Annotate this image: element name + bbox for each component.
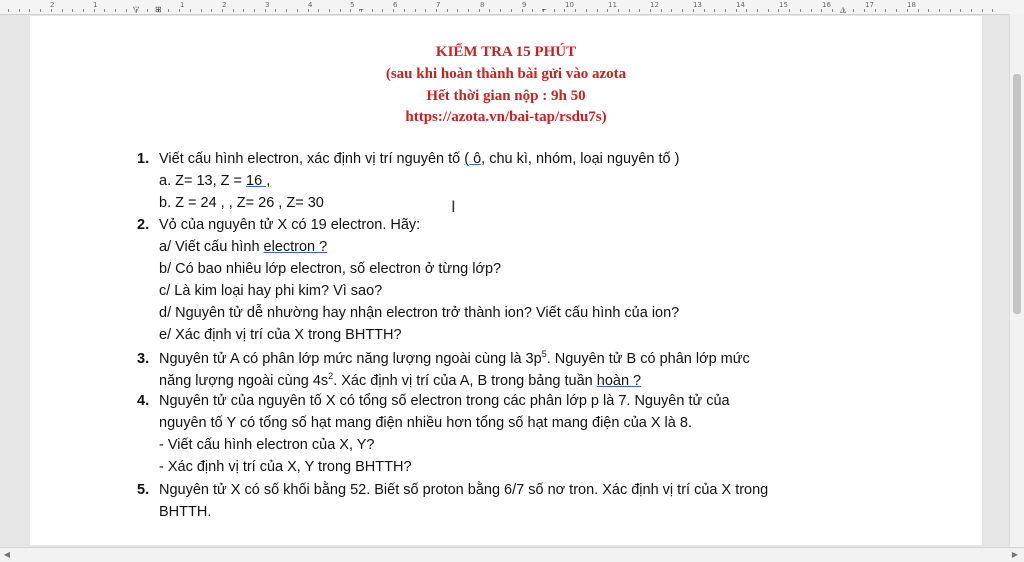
ruler-tick <box>222 9 223 12</box>
ruler-tick <box>789 9 790 12</box>
spellcheck-underline: hoàn ? <box>596 372 642 389</box>
ruler-tick <box>500 9 501 12</box>
ruler-tick <box>671 9 672 12</box>
ruler-tick <box>393 9 394 12</box>
question-2b: b/ Có bao nhiêu lớp electron, số electron ở từng lớp? <box>159 261 502 277</box>
ruler-tick <box>340 9 341 12</box>
ruler-number: 1 <box>180 1 185 9</box>
question-3-line-2 <box>159 371 641 389</box>
question-2 <box>137 217 420 233</box>
ruler-tick <box>243 9 244 12</box>
right-indent-icon[interactable]: △ <box>840 5 847 14</box>
ruler-tick <box>404 9 405 12</box>
ruler-number: 12 <box>650 1 659 9</box>
ruler-tick <box>960 9 961 12</box>
ruler-tick <box>415 9 416 12</box>
ruler-tick <box>275 9 276 12</box>
question-5-line-2: BHTTH. <box>159 504 212 520</box>
question-2a <box>159 239 327 255</box>
ruler-tick <box>800 9 801 12</box>
exam-deadline: Hết thời gian nộp : 9h 50 <box>426 88 586 104</box>
tab-stop-icon[interactable]: ⊞ <box>155 5 162 14</box>
ruler-tick <box>864 9 865 12</box>
ruler-tick <box>704 9 705 12</box>
ruler-tick <box>586 9 587 12</box>
ruler-tick <box>714 9 715 12</box>
ruler-tick <box>72 9 73 12</box>
exam-link: https://azota.vn/bai-tap/rsdu7s) <box>405 109 607 125</box>
ruler-tick <box>522 9 523 12</box>
ruler-tick <box>19 9 20 12</box>
ruler-tick <box>51 9 52 12</box>
ruler-tick <box>811 9 812 12</box>
ruler-number: 16 <box>822 1 831 9</box>
ruler-tick <box>982 9 983 12</box>
question-2e: e/ Xác định vị trí của X trong BHTTH? <box>159 327 402 343</box>
spellcheck-underline: 16 , <box>246 173 271 189</box>
ruler-number: 14 <box>736 1 745 9</box>
question-number: 4. <box>137 393 150 409</box>
ruler-tick <box>757 9 758 12</box>
ruler-tick <box>950 9 951 12</box>
ruler-tick <box>907 9 908 12</box>
ruler-tick <box>928 9 929 12</box>
ruler-tick <box>297 9 298 12</box>
exam-subtitle: (sau khi hoàn thành bài gửi vào azota <box>385 66 627 82</box>
question-number: 3. <box>137 350 150 367</box>
question-4-line-2: nguyên tố Y có tổng số hạt mang điện nhiều hơn tổng số hạt mang điện của X là 8. <box>159 415 692 431</box>
ruler-tick <box>821 9 822 12</box>
ruler-number: 15 <box>779 1 788 9</box>
ruler-number: 2 <box>50 1 55 9</box>
ruler-tick <box>190 9 191 12</box>
ruler-tick <box>233 9 234 12</box>
question-4-line-4: - Xác định vị trí của X, Y trong BHTTH? <box>159 459 412 475</box>
ruler-tick <box>350 9 351 12</box>
ruler-tick <box>329 9 330 12</box>
ruler-tick <box>661 9 662 12</box>
ruler-tick <box>618 9 619 12</box>
ruler-tick <box>875 9 876 12</box>
ruler-tick <box>308 9 309 12</box>
question-number: 1. <box>137 151 150 167</box>
ruler-number: 13 <box>693 1 702 9</box>
ruler-tick <box>436 9 437 12</box>
superscript: 2 <box>328 371 334 381</box>
ruler-tick <box>104 9 105 12</box>
ruler-tick <box>939 9 940 12</box>
ruler-tick <box>575 9 576 12</box>
question-text: Vỏ của nguyên tử X có 19 electron. Hãy: <box>159 217 421 233</box>
question-5 <box>137 482 768 498</box>
ruler-tick <box>211 9 212 12</box>
ruler-tick <box>168 9 169 12</box>
document-page[interactable] <box>30 16 982 545</box>
scroll-left-icon[interactable]: ◀ <box>3 550 11 559</box>
question-text: , chu kì, nhóm, loại nguyên tố ) <box>481 151 680 167</box>
ruler-tick <box>489 9 490 12</box>
ruler-number: 5 <box>350 1 355 9</box>
ruler-tick <box>746 9 747 12</box>
scrollbar-thumb[interactable] <box>1013 74 1021 314</box>
ruler-tick <box>768 9 769 12</box>
horizontal-scrollbar[interactable] <box>0 547 1024 562</box>
ruler-tick <box>853 9 854 12</box>
question-1b: b. Z = 24 , , Z= 26 , Z= 30 <box>159 195 324 211</box>
question-text: . Nguyên tử B có phân lớp mức <box>546 350 750 367</box>
ruler-tick <box>29 9 30 12</box>
question-2d: d/ Nguyên tử dễ nhường hay nhận electron trở thành ion? Viết cấu hình của ion? <box>159 305 680 321</box>
ruler-tick <box>318 9 319 12</box>
ruler-tick <box>382 9 383 12</box>
ruler-number: 11 <box>608 1 617 9</box>
ruler-tick <box>885 9 886 12</box>
question-2c: c/ Là kim loại hay phi kim? Vì sao? <box>159 283 383 299</box>
ruler-tick <box>736 9 737 12</box>
question-text: năng lượng ngoài cùng 4s <box>159 372 329 389</box>
tab-stop-icon[interactable]: ⌐ <box>359 5 364 14</box>
ruler-tick <box>832 9 833 12</box>
ruler-tick <box>597 9 598 12</box>
ruler-tick <box>992 9 993 12</box>
question-number: 5. <box>137 482 150 498</box>
tab-stop-icon[interactable]: ⌐ <box>542 5 547 14</box>
question-3 <box>137 349 750 367</box>
question-4-line-3: - Viết cấu hình electron của X, Y? <box>159 437 375 453</box>
ruler-tick <box>682 9 683 12</box>
ruler-tick <box>447 9 448 12</box>
ruler-number: 9 <box>522 1 527 9</box>
ruler-tick <box>532 9 533 12</box>
ruler-tick <box>83 9 84 12</box>
ruler-tick <box>425 9 426 12</box>
question-1a <box>159 173 270 189</box>
ruler-tick <box>457 9 458 12</box>
ruler-tick <box>179 9 180 12</box>
question-4 <box>137 393 730 409</box>
ruler-tick <box>201 9 202 12</box>
ruler-tick <box>896 9 897 12</box>
question-text: . Xác định vị trí của A, B trong bảng tuần <box>333 372 597 389</box>
text-cursor-icon: I <box>451 197 456 216</box>
scroll-right-icon[interactable]: ▶ <box>1011 550 1019 559</box>
question-text: Viết cấu hình electron, xác định vị trí nguyên tố <box>159 151 465 167</box>
ruler-number: 7 <box>436 1 441 9</box>
ruler-tick <box>564 9 565 12</box>
ruler-number: 3 <box>265 1 270 9</box>
question-number: 2. <box>137 217 150 233</box>
ruler-tick <box>372 9 373 12</box>
ruler-tick <box>126 9 127 12</box>
ruler-tick <box>650 9 651 12</box>
ruler-tick <box>639 9 640 12</box>
ruler-tick <box>918 9 919 12</box>
ruler-tick <box>147 9 148 12</box>
ruler-tick <box>725 9 726 12</box>
vertical-scrollbar[interactable] <box>1009 14 1024 547</box>
question-text: Nguyên tử A có phân lớp mức năng lượng ngoài cùng là 3p <box>159 350 542 367</box>
ruler-tick <box>62 9 63 12</box>
ruler-tick <box>629 9 630 12</box>
ruler-tick <box>468 9 469 12</box>
horizontal-ruler[interactable] <box>0 0 1024 15</box>
question-text: Nguyên tử X có số khối bằng 52. Biết số proton bằng 6/7 số nơ tron. Xác định vị trí của X trong <box>159 482 769 498</box>
ruler-tick <box>479 9 480 12</box>
question-1 <box>137 151 679 167</box>
superscript: 5 <box>541 349 547 359</box>
ruler-number: 10 <box>565 1 574 9</box>
ruler-tick <box>511 9 512 12</box>
ruler-number: 2 <box>222 1 227 9</box>
ruler-number: 17 <box>865 1 874 9</box>
ruler-tick <box>254 9 255 12</box>
ruler-tick <box>40 9 41 12</box>
spellcheck-underline: electron ? <box>263 239 328 255</box>
ruler-tick <box>778 9 779 12</box>
ruler-number: 4 <box>308 1 313 9</box>
ruler-tick <box>265 9 266 12</box>
ruler-number: 1 <box>93 1 98 9</box>
ruler-number: 8 <box>480 1 485 9</box>
ruler-tick <box>971 9 972 12</box>
ruler-tick <box>286 9 287 12</box>
ruler-number: 6 <box>393 1 398 9</box>
ruler-tick <box>94 9 95 12</box>
ruler-tick <box>115 9 116 12</box>
ruler-tick <box>8 9 9 12</box>
spellcheck-underline: ( ô <box>464 151 482 167</box>
exam-title: KIỂM TRA 15 PHÚT <box>435 44 577 60</box>
question-text: Nguyên tử của nguyên tố X có tổng số electron trong các phân lớp p là 7. Nguyên tử của <box>159 393 730 409</box>
ruler-number: 18 <box>907 1 916 9</box>
ruler-tick <box>607 9 608 12</box>
ruler-tick <box>693 9 694 12</box>
subitem-text: a. Z= 13, Z = <box>159 173 247 189</box>
indent-marker-icon[interactable]: ▽ <box>133 5 140 14</box>
subitem-text: a/ Viết cấu hình <box>159 239 264 255</box>
ruler-tick <box>554 9 555 12</box>
